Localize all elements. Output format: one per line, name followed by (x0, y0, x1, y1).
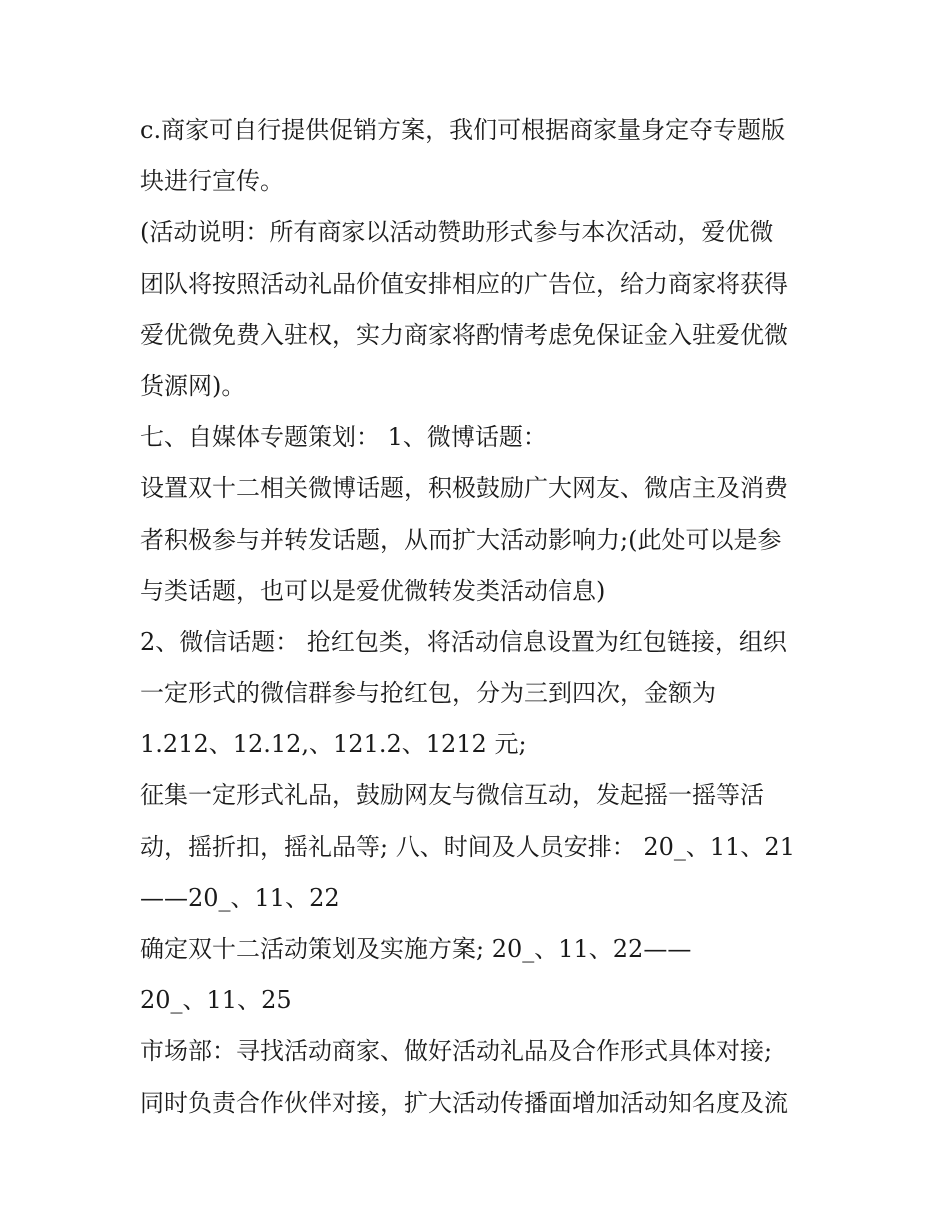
text-line: 确定双十二活动策划及实施方案; 20_、11、22—— (140, 935, 692, 963)
text-line: 与类话题，也可以是爱优微转发类活动信息) (140, 576, 606, 605)
text-line: c.商家可自行提供促销方案，我们可根据商家量身定夺专题版 (140, 116, 786, 144)
text-line: 2、微信话题： 抢红包类，将活动信息设置为红包链接，组织 (140, 627, 787, 656)
text-line: 块进行宣传。 (140, 167, 284, 196)
text-line: 货源网)。 (140, 371, 246, 400)
text-line: 设置双十二相关微博话题，积极鼓励广大网友、微店主及消费 (140, 474, 788, 503)
text-line: (活动说明：所有商家以活动赞助形式参与本次活动，爱优微 (140, 218, 774, 247)
text-line: 一定形式的微信群参与抢红包，分为三到四次，金额为 (140, 679, 716, 708)
document-body (140, 105, 820, 1129)
text-line: 者积极参与并转发话题，从而扩大活动影响力;(此处可以是参 (140, 525, 782, 554)
text-line: 七、自媒体专题策划： 1、微博话题： (140, 423, 547, 452)
text-line: 市场部：寻找活动商家、做好活动礼品及合作形式具体对接; (140, 1037, 773, 1066)
text-line: 爱优微免费入驻权，实力商家将酌情考虑免保证金入驻爱优微 (140, 320, 788, 349)
text-line: 征集一定形式礼品，鼓励网友与微信互动，发起摇一摇等活 (140, 781, 764, 810)
text-line: 同时负责合作伙伴对接，扩大活动传播面增加活动知名度及流 (140, 1088, 788, 1117)
text-line: 1.212、12.12,、121.2、1212 元; (140, 730, 527, 759)
text-line: 20_、11、25 (140, 986, 292, 1015)
text-line: 团队将按照活动礼品价值安排相应的广告位，给力商家将获得 (140, 269, 788, 298)
text-line: 动，摇折扣，摇礼品等; 八、时间及人员安排： 20_、11、21 (140, 832, 795, 861)
text-line: ——20_、11、22 (140, 883, 340, 912)
